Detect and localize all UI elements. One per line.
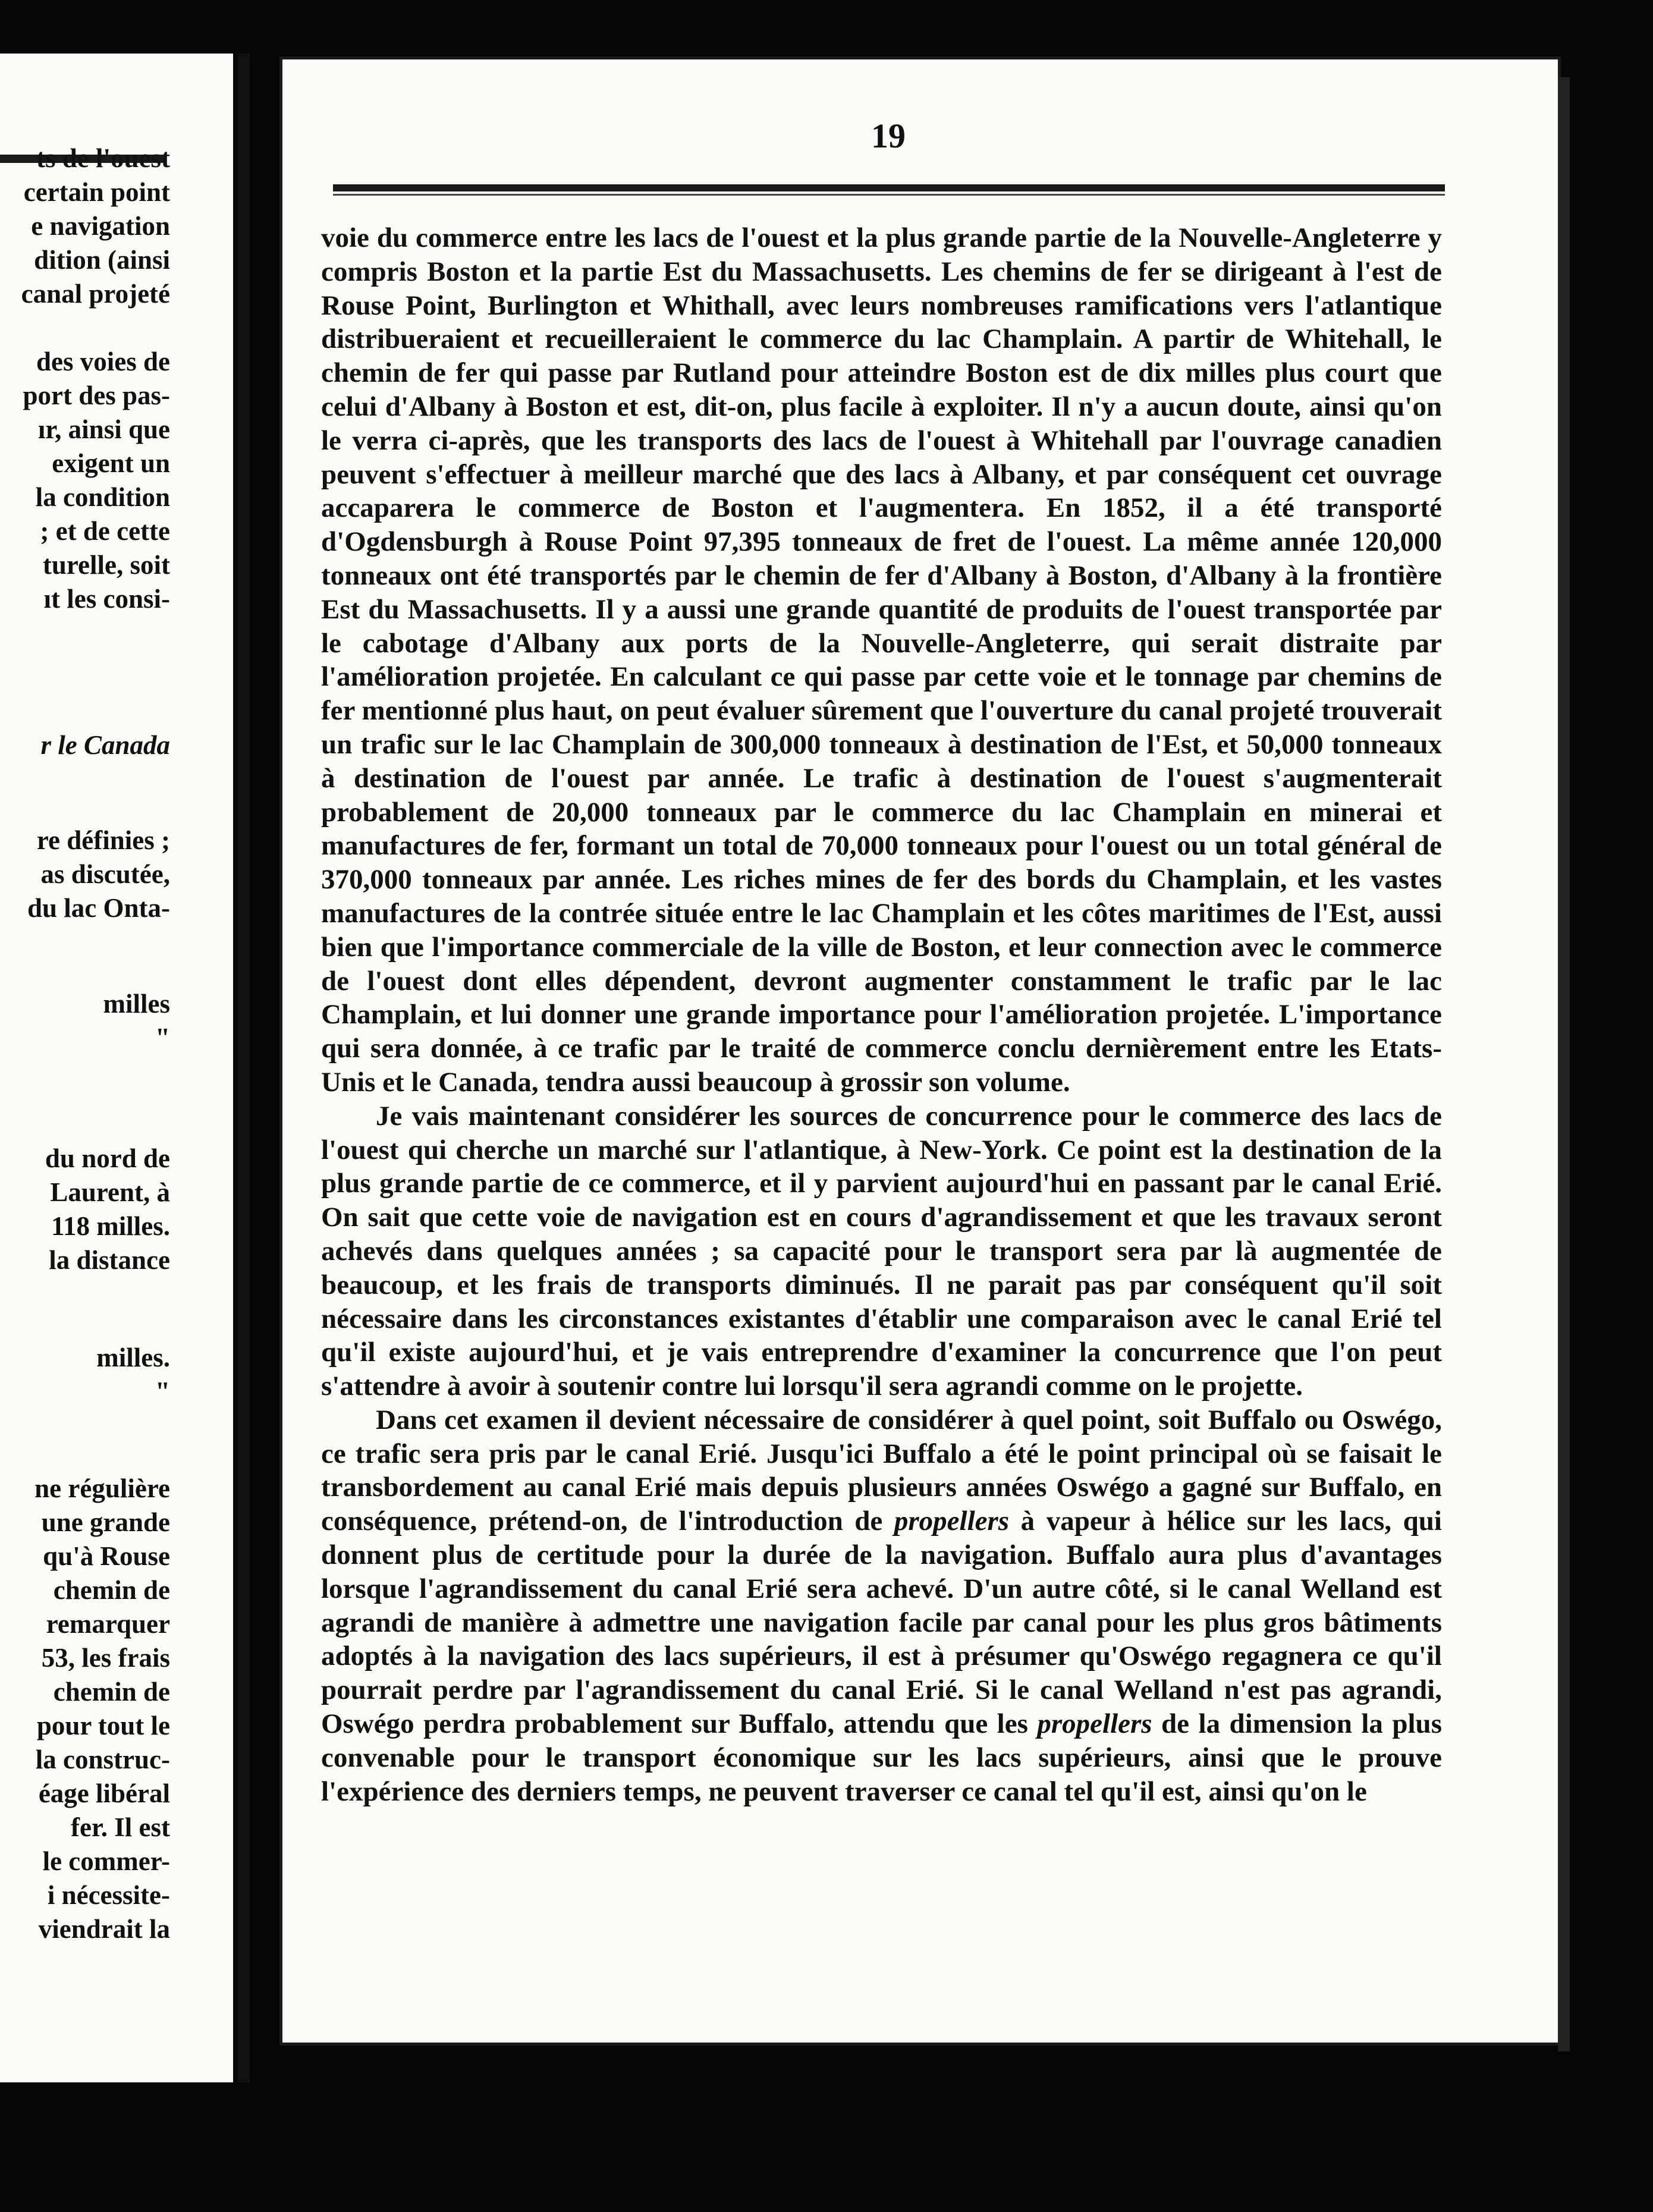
left-text-line: turelle, soit (42, 550, 170, 580)
left-text-line: i nécessite- (47, 1880, 170, 1910)
left-text-line: fer. Il est (70, 1812, 170, 1842)
left-text-line: certain point (23, 177, 170, 207)
left-text-line: éage libéral (38, 1779, 170, 1808)
header-rule (333, 184, 1445, 191)
left-text-line: chemin de (53, 1575, 170, 1605)
text-run: Dans cet examen il devient nécessaire de considérer à quel point, soit Buffalo ou Oswégo, ce trafic sera pris par le canal Erié. Jusqu'ici Buffalo a été le point principal où se faisait le transbordement au canal Erié mais depuis plusieurs années Oswégo a gagné sur Buffalo, en conséquence, prétend-on, de l'introduction de (321, 1404, 1442, 1537)
text-run: de la dimension la plus convenable pour le transport économique sur les lacs supérieurs, ainsi que le prouve l'expérience des derniers temps, ne peuvent traverser ce canal tel qu'il est, ainsi qu'on le (321, 1708, 1442, 1807)
left-text-line: qu'à Rouse (43, 1541, 170, 1571)
left-text-line: " (155, 1377, 170, 1406)
left-text-line: exigent un (52, 448, 170, 478)
left-text-line: ; et de cette (40, 516, 170, 546)
left-text-line: 53, les frais (41, 1643, 170, 1673)
left-text-line: re définies ; (36, 825, 170, 855)
body-text (321, 221, 1442, 1808)
paragraph-2 (321, 1099, 1442, 1403)
text-run: Je vais maintenant considérer les sources de concurrence pour le commerce des lacs de l'ouest qui cherche un marché sur l'atlantique, à New-York. Ce point est la destination de la plus grande partie de ce commerce, et il y parvient aujourd'hui en passant par le canal Erié. On sait que cette voie de navigation est en cours d'agrandissement et que les travaux seront achevés dans quelques années ; sa capacité pour le transport sera par là augmentée de beaucoup, et les frais de transports diminués. Il ne parait pas par conséquent qu'il soit nécessaire dans les circonstances existantes d'établir une comparaison avec le canal Erié tel qu'il existe aujourd'hui, et je vais entreprendre d'examiner la concurrence que l'on peut s'attendre à avoir à soutenir contre lui lorsqu'il sera agrandi comme on le projette. (321, 1100, 1442, 1402)
text-run: à vapeur à hélice sur les lacs, qui donnent plus de certitude pour la durée de la navigation. Buffalo aura plus d'avantages lorsque l'agrandissement du canal Erié sera achevé. D'un autre côté, si le canal Welland est agrandi de manière à admettre une navigation facile par canal pour les plus gros bâtiments adoptés à la navigation des lacs supérieurs, il est à présumer qu'Oswégo regagnera ce qu'il pourrait perdre par l'agrandissement du canal Erié. Si le canal Welland n'est pas agrandi, Oswégo perdra probablement sur Buffalo, attendu que les (321, 1506, 1442, 1740)
left-text-line: pour tout le (36, 1711, 170, 1740)
left-page-fragment (0, 54, 233, 2082)
book-gutter (238, 54, 250, 2082)
left-text-line: port des pas- (23, 381, 170, 410)
left-text-line: la distance (49, 1245, 170, 1275)
left-text-line: milles (103, 989, 170, 1019)
left-text-line: viendrait la (38, 1914, 170, 1944)
left-text-line: la construc- (35, 1745, 170, 1774)
left-text-line: une grande (41, 1507, 170, 1537)
left-text-line: la condition (35, 482, 170, 512)
paragraph-1 (321, 221, 1442, 1099)
left-text-line: 118 milles. (51, 1211, 170, 1241)
left-text-line: ıt les consi- (43, 584, 170, 614)
left-text-line: " (155, 1023, 170, 1052)
left-text-line: des voies de (36, 347, 170, 376)
left-text-line: le commer- (42, 1846, 170, 1876)
left-text-line: remarquer (46, 1609, 170, 1639)
left-text-line: as discutée, (40, 859, 170, 889)
text-run: voie du commerce entre les lacs de l'ouest et la plus grande partie de la Nouvelle-Angleterre y compris Boston et la partie Est du Massachusetts. Les chemins de fer se dirigeant à l'est de Rouse Point, Burlington et Whithall, avec leurs nombreuses ramifications vers l'atlantique distribueraient et recueilleraient le commerce du lac Champlain. A partir de Whitehall, le chemin de fer qui passe par Rutland pour atteindre Boston est de dix milles plus court que celui d'Albany à Boston et est, dit-on, plus facile à exploiter. Il n'y a aucun doute, ainsi qu'on le verra ci-après, que les transports des lacs de l'ouest à Whitehall par l'ouvrage canadien peuvent s'effectuer à meilleur marché que des lacs à Albany, et par conséquent cet ouvrage accaparera le commerce de Boston et l'augmentera. En 1852, il a été transporté d'Ogdensburgh à Rouse Point 97,395 tonneaux de fret de l'ouest. La même année 120,000 tonneaux ont été transportés par le chemin de fer d'Albany à Boston, d'Albany à la frontière Est du Massachusetts. Il y a aussi une grande quantité de produits de l'ouest transportée par le cabotage d'Albany aux ports de la Nouvelle-Angleterre, qui serait distraite par l'amélioration projetée. En calculant ce qui passe par cette voie et le tonnage par chemins de fer mentionné plus haut, on peut évaluer sûrement que l'ouverture du canal projeté trouverait un trafic sur le lac Champlain de 300,000 tonneaux à destination de l'Est, et 50,000 tonneaux à destination de l'ouest par année. Le trafic à destination de l'ouest s'augmenterait probablement de 20,000 tonneaux par le commerce du lac Champlain en minerai et manufactures de fer, formant un total de 70,000 tonneaux pour l'ouest ou un total général de 370,000 tonneaux par année. Les riches mines de fer des bords du Champlain, et les vastes manufactures de la contrée située entre le lac Champlain et les côtes maritimes de l'Est, aussi bien que l'importance commerciale de la ville de Boston, et leur connection avec le commerce de l'ouest dont elles dépendent, devront augmenter constamment le trafic par le lac Champlain, et lui donner une grande importance pour l'amélioration projetée. L'importance qui sera donnée, à ce trafic par le traité de commerce conclu dernièrement entre les Etats-Unis et le Canada, tendra aussi beaucoup à grossir son volume. (321, 222, 1442, 1098)
left-text-line: ır, ainsi que (37, 414, 170, 444)
left-text-line: ne régulière (34, 1473, 170, 1503)
left-text-line: du nord de (45, 1143, 170, 1173)
left-text-line: canal projeté (21, 279, 170, 309)
page-number: 19 (871, 117, 906, 155)
italic-term: propellers (894, 1506, 1010, 1537)
left-text-line: Laurent, à (50, 1177, 170, 1207)
left-text-line: chemin de (53, 1677, 170, 1707)
left-text-line: e navigation (31, 211, 170, 241)
left-text-line: dition (ainsi (34, 245, 170, 275)
paragraph-3 (321, 1403, 1442, 1809)
left-text-line: du lac Onta- (27, 893, 170, 923)
header-rule-thin (333, 194, 1445, 196)
left-text-line: r le Canada (40, 730, 170, 760)
italic-term: propellers (1037, 1708, 1152, 1740)
left-text-line: milles. (96, 1343, 170, 1372)
page-edge-shadow (1558, 77, 1570, 2051)
left-text-line: ts de l'ouest (36, 143, 170, 173)
